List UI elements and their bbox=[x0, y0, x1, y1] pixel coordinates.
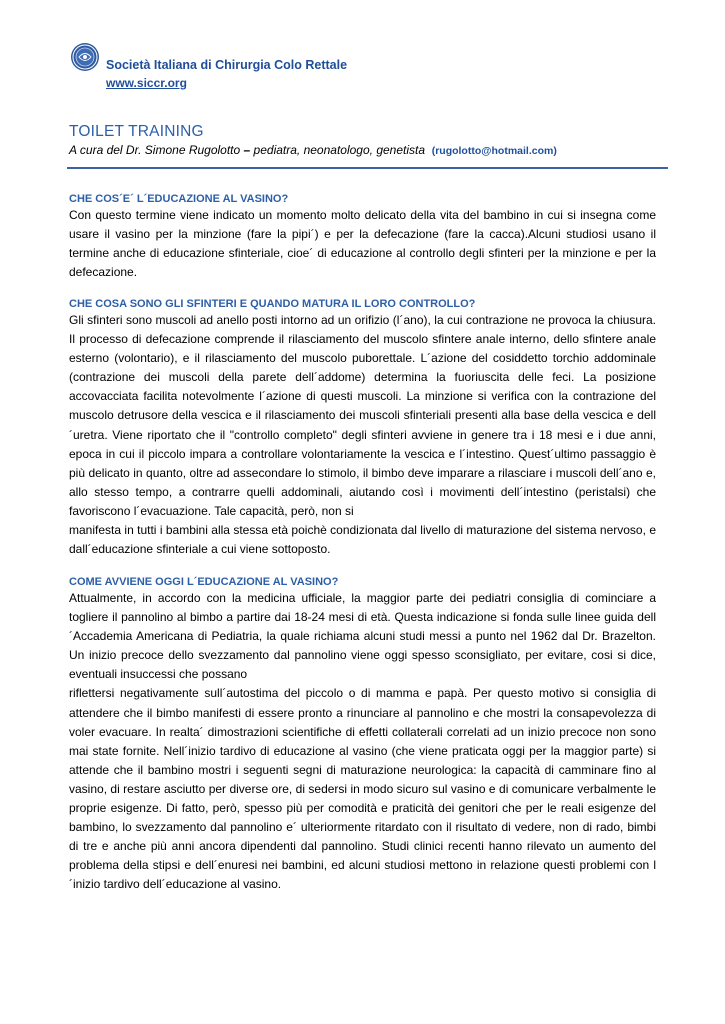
author-email-open: ( bbox=[431, 145, 436, 157]
author-email-link[interactable]: rugolotto@hotmail.com bbox=[435, 145, 554, 157]
section-body-continued: riflettersi negativamente sull´autostima del piccolo o di mamma e papà. Per questo motivo si consiglia di attendere che il bimbo manifesti di essere pronto a rinunciare al pannolino e che mostri la consapevolezza di voler evacuare. In realta´ dimostrazioni scientifiche di effetti collaterali correlati ad un inizio precoce non sono mai state fornite. Nell´inizio tardivo di educazione al vasino (che viene praticata oggi per la maggior parte) si attende che il bambino mostri i seguenti segni di maturazione neurologica: la capacità di camminare fino al vasino, di restare asciutto per diverse ore, di sedersi in modo sicuro sul vasino e di comunicare verbalmente le proprie esigenze. Di fatto, però, spesso più per comodità e praticità dei genitori che per le reali esigenze del bambino, lo svezzamento dal pannolino e´ ulteriormente ritardato con il risultato di vedere, non di rado, bimbi di tre e anche più anni ancora dipendenti dal pannolino. Studi clinici recenti hanno rilevato un aumento del problema della stipsi e dell´enuresi nei bambini, ed alcuni studiosi mettono in relazione questi problemi con l´inizio tardivo dell´educazione al vasino. bbox=[69, 686, 656, 892]
organization-website-link[interactable]: www.siccr.org bbox=[106, 76, 187, 90]
section-body-continued: manifesta in tutti i bambini alla stessa età poichè condizionata dal livello di maturazione del sistema nervoso, e dall´educazione sfinteriale a cui viene sottoposto. bbox=[69, 523, 656, 557]
siccr-seal-logo-icon bbox=[70, 42, 100, 72]
section-how-today bbox=[69, 576, 656, 895]
document-title: TOILET TRAINING bbox=[69, 123, 204, 140]
section-body: Gli sfinteri sono muscoli ad anello posti intorno ad un orifizio (l´ano), la cui contrazione ne provoca la chiusura. Il processo di defecazione comprende il rilasciamento del muscolo sfintere anale interno, dello sfintere anale esterno (volontario), e il rilasciamento del muscolo puborettale. L´azione del cosiddetto torchio addominale (contrazione dei muscoli della parete dell´addome) determina la fuoriuscita delle feci. La posizione accovacciata facilita notevolmente l´azione di questi muscoli. La minzione si verifica con la contrazione del muscolo detrusore della vescica e il rilasciamento dei muscoli sfinteriali presenti alla base della vescica e dell´uretra. Viene riportato che il "controllo completo" degli sfinteri avviene in genere tra i 18 mesi e i due anni, epoca in cui il piccolo impara a controllare volontariamente la vescica e l´intestino. Quest´ultimo passaggio è più delicato in quanto, oltre ad assecondare lo stimolo, il bimbo deve imparare a rilasciare i muscoli dell´ano e, allo stesso tempo, a contrarre quelli addominali, aiutando così i movimenti dell´intestino (peristalsi) che favoriscono l´evacuazione. Tale capacità, però, non si bbox=[69, 313, 656, 518]
section-heading: CHE COS´E´ L´EDUCAZIONE AL VASINO? bbox=[69, 193, 289, 205]
section-heading: CHE COSA SONO GLI SFINTERI E QUANDO MATURA IL LORO CONTROLLO? bbox=[69, 298, 476, 310]
author-line bbox=[69, 143, 557, 157]
organization-name: Società Italiana di Chirurgia Colo Rettale bbox=[106, 58, 348, 72]
author-name: A cura del Dr. Simone Rugolotto bbox=[69, 143, 241, 157]
section-body: Attualmente, in accordo con la medicina ufficiale, la maggior parte dei pediatri consiglia di cominciare a togliere il pannolino al bimbo a partire dai 18-24 mesi di età. Questa indicazione si fonda sulle linee guida dell´Accademia Americana di Pediatria, la quale richiama alcuni studi messi a punto nel 1962 dal Dr. Brazelton. Un inizio precoce dello svezzamento dal pannolino viene oggi spesso sconsigliato, per evitare, cosi si dice, eventuali insuccessi che possano bbox=[69, 591, 656, 682]
section-what-is-toilet-training bbox=[69, 193, 656, 282]
section-sphincters bbox=[69, 298, 656, 559]
section-heading: COME AVVIENE OGGI L´EDUCAZIONE AL VASINO? bbox=[69, 576, 339, 588]
author-dash: – bbox=[240, 143, 254, 157]
header-divider bbox=[67, 167, 668, 169]
section-body: Con questo termine viene indicato un momento molto delicato della vita del bambino in cui si insegna come usare il vasino per la minzione (fare la pipi´) e per la defecazione (fare la cacca).Alcuni studiosi usano il termine anche di educazione sfinteriale, cioe´ di educazione al controllo degli sfinteri per la minzione e per la defecazione. bbox=[69, 208, 656, 280]
author-role: pediatra, neonatologo, genetista bbox=[253, 143, 426, 157]
author-email-close: ) bbox=[553, 145, 557, 157]
